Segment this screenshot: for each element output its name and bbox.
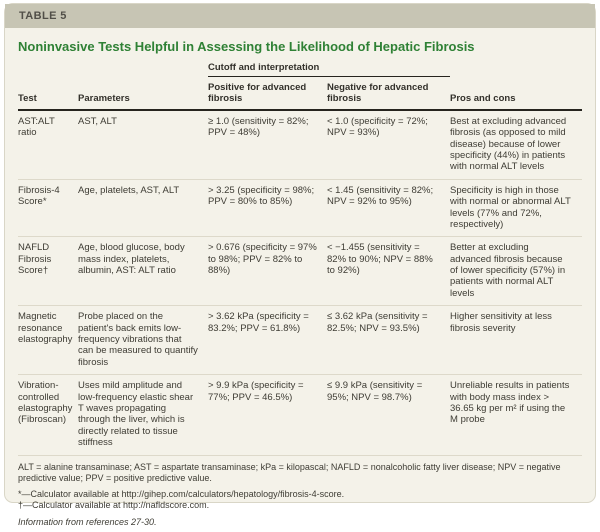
table-number-label: TABLE 5 — [19, 10, 67, 22]
table-card — [4, 3, 596, 528]
group-header-spacer — [78, 62, 208, 77]
table-row — [18, 375, 582, 455]
cell-parameters: Age, platelets, AST, ALT — [78, 179, 208, 237]
column-header-parameters: Parameters — [78, 76, 208, 109]
table-title: Noninvasive Tests Helpful in Assessing the Likelihood of Hepatic Fibrosis — [18, 39, 475, 54]
dagger-footnote: †—Calculator available at http://nafldscore.com. — [18, 500, 210, 511]
cell-parameters: AST, ALT — [78, 110, 208, 179]
cell-pros: Better at excluding advanced fibrosis because of lower specificity (57%) in patients with normal ALT levels — [450, 237, 582, 306]
cell-negative: < 1.0 (specificity = 72%; NPV = 93%) — [327, 110, 450, 179]
cell-positive: > 3.62 kPa (specificity = 83.2%; PPV = 61.8%) — [208, 306, 327, 375]
column-header-row — [18, 76, 582, 109]
cell-positive: ≥ 1.0 (sensitivity = 82%; PPV = 48%) — [208, 110, 327, 179]
cell-positive: > 9.9 kPa (specificity = 77%; PPV = 46.5%) — [208, 375, 327, 455]
group-header-spacer — [450, 62, 582, 77]
footnotes — [18, 456, 582, 532]
cell-negative: < 1.45 (sensitivity = 82%; NPV = 92% to 95%) — [327, 179, 450, 237]
group-header-spacer — [18, 62, 78, 77]
cell-pros: Unreliable results in patients with body mass index > 36.65 kg per m² if using the M probe — [450, 375, 582, 455]
cell-positive: > 0.676 (specificity = 97% to 98%; PPV = 82% to 88%) — [208, 237, 327, 306]
abbreviations-note: ALT = alanine transaminase; AST = aspartate transaminase; kPa = kilopascal; NAFLD = nonalcoholic fatty liver disease; NPV = negative predictive value; PPV = positive predictive value. — [18, 461, 561, 483]
table-row — [18, 237, 582, 306]
cell-pros: Specificity is high in those with normal or abnormal ALT levels (77% and 72%, respectively) — [450, 179, 582, 237]
data-table — [18, 62, 582, 456]
cell-positive: > 3.25 (specificity = 98%; PPV = 80% to 85%) — [208, 179, 327, 237]
cell-negative: ≤ 3.62 kPa (sensitivity = 82.5%; NPV = 93.5%) — [327, 306, 450, 375]
group-header-row — [18, 62, 582, 77]
column-header-test: Test — [18, 76, 78, 109]
cell-test: NAFLD Fibrosis Score† — [18, 237, 78, 306]
cell-test: Fibrosis-4 Score* — [18, 179, 78, 237]
cell-parameters: Age, blood glucose, body mass index, platelets, albumin, AST: ALT ratio — [78, 237, 208, 306]
column-header-positive: Positive for advanced fibrosis — [208, 76, 327, 109]
table-row — [18, 179, 582, 237]
cell-parameters: Uses mild amplitude and low-frequency elastic shear T waves propagating through the liver, which is directly related to tissue stiffness — [78, 375, 208, 455]
column-group-cutoff: Cutoff and interpretation — [208, 62, 450, 77]
cell-test: Vibration-controlled elastography (Fibroscan) — [18, 375, 78, 455]
cell-negative: ≤ 9.9 kPa (sensitivity = 95%; NPV = 98.7%) — [327, 375, 450, 455]
cell-pros: Higher sensitivity at less fibrosis severity — [450, 306, 582, 375]
cell-parameters: Probe placed on the patient's back emits low-frequency vibrations that can be measured to quantify fibrosis — [78, 306, 208, 375]
asterisk-footnote: *—Calculator available at http://gihep.com/calculators/hepatology/fibrosis-4-score. — [18, 489, 345, 500]
cell-pros: Best at excluding advanced fibrosis (as opposed to mild disease) because of lower specificity (44%) in patients with normal ALT levels — [450, 110, 582, 179]
column-header-pros: Pros and cons — [450, 76, 582, 109]
source-note: Information from references 27-30. — [18, 517, 157, 528]
cell-test: AST:ALT ratio — [18, 110, 78, 179]
cell-negative: < −1.455 (sensitivity = 82% to 90%; NPV = 88% to 92%) — [327, 237, 450, 306]
column-header-negative: Negative for advanced fibrosis — [327, 76, 450, 109]
cell-test: Magnetic resonance elastography — [18, 306, 78, 375]
table-row — [18, 306, 582, 375]
table-header-bar — [5, 4, 595, 28]
table-row — [18, 110, 582, 179]
table-body — [5, 28, 595, 532]
